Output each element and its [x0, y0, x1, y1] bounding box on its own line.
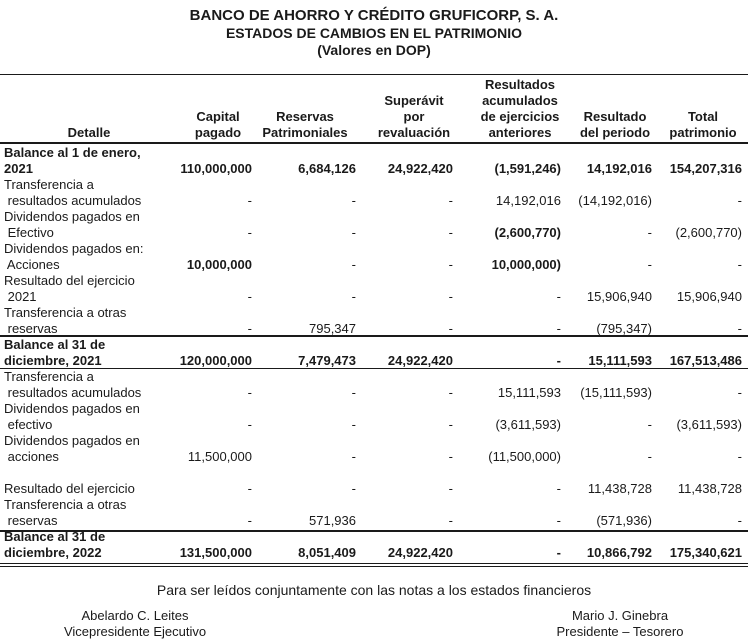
row-value: - — [556, 545, 561, 560]
row-value: 15,111,593 — [497, 385, 561, 400]
row-value: 10,000,000 — [186, 257, 252, 272]
row-value: - — [448, 513, 453, 528]
row-detail — [4, 337, 105, 369]
row-value: - — [448, 193, 453, 208]
table-rule — [0, 566, 748, 567]
row-value: - — [247, 481, 252, 496]
signature-left-name: Abelardo C. Leites — [81, 608, 189, 623]
row-detail-line: Dividendos pagados en — [4, 433, 140, 448]
row-value: - — [351, 417, 356, 432]
row-value: 11,500,000 — [187, 449, 252, 464]
row-detail-line: reservas — [4, 513, 58, 528]
row-detail-line: Dividendos pagados en — [4, 401, 140, 416]
column-header-line: Detalle — [67, 125, 111, 140]
column-header-line: Reservas — [276, 109, 334, 124]
row-detail — [4, 481, 135, 497]
row-value: - — [448, 385, 453, 400]
row-detail — [4, 369, 141, 401]
row-value: - — [647, 257, 652, 272]
row-value: - — [351, 449, 356, 464]
statement-title: ESTADOS DE CAMBIOS EN EL PATRIMONIO — [225, 25, 523, 41]
row-detail — [4, 209, 140, 241]
row-value: - — [737, 321, 742, 336]
company-title: BANCO DE AHORRO Y CRÉDITO GRUFICORP, S. A. — [189, 7, 559, 24]
row-value: - — [247, 193, 252, 208]
table-rule — [0, 142, 748, 144]
row-detail-line: Resultado del ejercicio — [4, 273, 135, 288]
row-value: (15,111,593) — [580, 385, 652, 400]
row-detail-line: Acciones — [4, 257, 60, 272]
column-header-line: del periodo — [579, 125, 651, 140]
column-header — [364, 93, 464, 141]
row-detail — [4, 305, 126, 337]
column-header-line: Superávit — [384, 93, 444, 108]
column-header — [663, 109, 743, 141]
row-detail-line: diciembre, 2022 — [4, 545, 102, 560]
column-header-line: Resultados — [484, 77, 556, 92]
row-detail-line: Balance al 1 de enero, — [4, 145, 141, 160]
row-value: - — [247, 417, 252, 432]
row-value: - — [737, 257, 742, 272]
row-value: - — [351, 257, 356, 272]
row-detail-line: Transferencia a — [4, 369, 94, 384]
row-value: 14,192,016 — [586, 161, 652, 176]
column-header-line: Resultado — [583, 109, 647, 124]
row-value: - — [247, 225, 252, 240]
row-value: 110,000,000 — [180, 161, 252, 176]
row-detail-line: 2021 — [4, 289, 37, 304]
row-value: - — [247, 513, 252, 528]
row-value: - — [737, 449, 742, 464]
column-header-line: Capital — [196, 109, 240, 124]
row-detail-line: resultados acumulados — [4, 385, 142, 400]
row-value: 24,922,420 — [387, 353, 453, 368]
column-header-line: revaluación — [377, 125, 451, 140]
currency-note: (Valores en DOP) — [317, 42, 431, 58]
signature-right — [525, 608, 715, 640]
row-detail-line: Dividendos pagados en: — [4, 241, 144, 256]
row-detail-line: Efectivo — [4, 225, 54, 240]
row-value: - — [556, 513, 561, 528]
row-value: - — [247, 289, 252, 304]
row-value: 167,513,486 — [669, 353, 742, 368]
row-detail-line: Dividendos pagados en — [4, 209, 140, 224]
table-rule — [0, 563, 748, 564]
row-value: (14,192,016) — [578, 193, 652, 208]
signature-right-name: Mario J. Ginebra — [571, 608, 669, 623]
table-rule — [0, 530, 748, 532]
row-detail — [4, 177, 141, 209]
row-value: - — [448, 257, 453, 272]
row-value: - — [448, 449, 453, 464]
row-value: (1,591,246) — [494, 161, 561, 176]
column-header — [470, 77, 570, 141]
row-value: (571,936) — [596, 513, 652, 528]
row-value: (3,611,593) — [676, 417, 742, 432]
row-detail-line: Resultado del ejercicio — [4, 481, 135, 496]
row-detail-line: Transferencia a otras — [4, 497, 127, 512]
row-value: - — [737, 385, 742, 400]
row-value: - — [351, 225, 356, 240]
row-value: (3,611,593) — [495, 417, 561, 432]
row-value: - — [556, 353, 561, 368]
row-value: (795,347) — [596, 321, 652, 336]
row-value: 10,866,792 — [586, 545, 652, 560]
row-detail — [4, 529, 105, 561]
row-value: - — [448, 225, 453, 240]
row-value: 795,347 — [309, 321, 356, 336]
row-value: - — [448, 321, 453, 336]
column-header — [250, 109, 360, 141]
row-value: - — [247, 321, 252, 336]
row-value: - — [351, 385, 356, 400]
row-detail — [4, 433, 140, 465]
column-header-line: pagado — [194, 125, 242, 140]
row-detail-line: Balance al 31 de — [4, 529, 106, 544]
row-value: 10,000,000) — [491, 257, 561, 272]
row-value: - — [737, 193, 742, 208]
row-value: (2,600,770) — [675, 225, 742, 240]
column-header-line: acumulados — [482, 93, 558, 108]
row-detail-line: Transferencia a — [4, 177, 94, 192]
row-value: - — [351, 193, 356, 208]
signature-left — [60, 608, 210, 640]
row-value: - — [556, 481, 561, 496]
row-value: - — [556, 289, 561, 304]
row-value: - — [647, 417, 652, 432]
row-value: 11,438,728 — [587, 481, 652, 496]
row-value: 120,000,000 — [179, 353, 252, 368]
row-detail-line: reservas — [4, 321, 58, 336]
row-value: (11,500,000) — [488, 449, 561, 464]
row-value: - — [448, 417, 453, 432]
row-detail — [4, 241, 144, 273]
row-value: 571,936 — [309, 513, 356, 528]
column-header-line: de ejercicios — [480, 109, 560, 124]
row-value: - — [737, 513, 742, 528]
row-detail-line: acciones — [4, 449, 59, 464]
row-value: - — [247, 385, 252, 400]
column-header-line: patrimonio — [669, 125, 737, 140]
row-value: - — [448, 289, 453, 304]
column-header-line: Total — [687, 109, 719, 124]
footnote: Para ser leídos conjuntamente con las notas a los estados financieros — [156, 582, 592, 598]
signature-left-role: Vicepresidente Ejecutivo — [63, 624, 207, 639]
row-value: 14,192,016 — [495, 193, 561, 208]
row-value: - — [556, 321, 561, 336]
row-value: 6,684,126 — [298, 161, 356, 176]
table-rule — [0, 74, 748, 75]
row-value: 11,438,728 — [677, 481, 742, 496]
row-value: 7,479,473 — [298, 353, 356, 368]
row-detail — [4, 497, 126, 529]
column-header-line: anteriores — [488, 125, 552, 140]
row-value: - — [351, 481, 356, 496]
row-value: - — [448, 481, 453, 496]
row-value: - — [647, 449, 652, 464]
row-detail-line: Balance al 31 de — [4, 337, 106, 352]
column-header — [4, 125, 174, 141]
row-value: 24,922,420 — [387, 161, 453, 176]
row-value: - — [351, 289, 356, 304]
row-value: 131,500,000 — [179, 545, 252, 560]
column-header-line: por — [403, 109, 425, 124]
row-value: 154,207,316 — [669, 161, 742, 176]
row-detail — [4, 145, 141, 177]
column-header-line: Patrimoniales — [262, 125, 348, 140]
row-detail — [4, 273, 135, 305]
row-value: 15,906,940 — [586, 289, 652, 304]
row-value: 24,922,420 — [387, 545, 453, 560]
row-detail — [4, 401, 140, 433]
row-detail-line: resultados acumulados — [4, 193, 142, 208]
row-detail-line: Transferencia a otras — [4, 305, 127, 320]
row-value: 15,906,940 — [676, 289, 742, 304]
row-value: (2,600,770) — [494, 225, 561, 240]
row-detail-line: diciembre, 2021 — [4, 353, 102, 368]
row-value: 175,340,621 — [669, 545, 742, 560]
row-value: - — [647, 225, 652, 240]
row-value: 8,051,409 — [298, 545, 356, 560]
row-value: 15,111,593 — [588, 353, 652, 368]
row-detail-line: efectivo — [4, 417, 53, 432]
signature-right-role: Presidente – Tesorero — [556, 624, 684, 639]
column-header — [570, 109, 660, 141]
column-header — [178, 109, 258, 141]
row-detail-line: 2021 — [4, 161, 33, 176]
